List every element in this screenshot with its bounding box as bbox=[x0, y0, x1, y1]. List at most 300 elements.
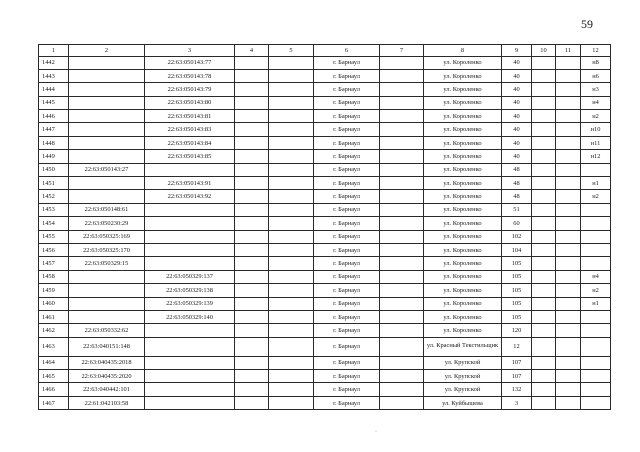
table-cell-col-6: г. Барнаул bbox=[314, 56, 380, 69]
table-cell-col-7 bbox=[380, 150, 424, 163]
table-cell-col-8: ул. Короленко bbox=[424, 110, 502, 123]
table-cell-col-2 bbox=[69, 190, 145, 203]
table-cell-col-3 bbox=[145, 383, 235, 396]
table-cell-col-5 bbox=[269, 56, 314, 69]
table-cell-col-5 bbox=[269, 96, 314, 109]
table-cell-col-7 bbox=[380, 356, 424, 369]
table-cell-col-12 bbox=[581, 203, 611, 216]
column-header: 10 bbox=[532, 45, 556, 57]
table-cell-col-5 bbox=[269, 136, 314, 149]
table-cell-col-12: н1 bbox=[581, 177, 611, 190]
table-cell-col-11 bbox=[556, 310, 581, 323]
table-cell-col-6: г. Барнаул bbox=[314, 69, 380, 82]
table-cell-col-10 bbox=[532, 370, 556, 383]
table-cell-col-2 bbox=[69, 284, 145, 297]
table-cell-col-2 bbox=[69, 177, 145, 190]
table-cell-col-2: 22:63:040151:148 bbox=[69, 337, 145, 356]
table-cell-col-1: 1443 bbox=[39, 69, 69, 82]
table-cell-col-10 bbox=[532, 110, 556, 123]
table-row bbox=[39, 243, 611, 256]
table-cell-col-4 bbox=[235, 217, 269, 230]
table-cell-col-5 bbox=[269, 243, 314, 256]
table-cell-col-10 bbox=[532, 297, 556, 310]
table-cell-col-2: 22:63:050230:29 bbox=[69, 217, 145, 230]
table-cell-col-9: 40 bbox=[502, 56, 532, 69]
table-cell-col-12 bbox=[581, 337, 611, 356]
table-cell-col-12: н3 bbox=[581, 83, 611, 96]
table-header bbox=[39, 45, 611, 57]
table-cell-col-10 bbox=[532, 69, 556, 82]
column-header: 9 bbox=[502, 45, 532, 57]
table-row bbox=[39, 96, 611, 109]
table-cell-col-11 bbox=[556, 190, 581, 203]
table-cell-col-9: 107 bbox=[502, 356, 532, 369]
table-cell-col-3: 22:63:050143:81 bbox=[145, 110, 235, 123]
table-cell-col-3: 22:63:050143:92 bbox=[145, 190, 235, 203]
table-cell-col-12: н10 bbox=[581, 123, 611, 136]
table-cell-col-6: г. Барнаул bbox=[314, 257, 380, 270]
table-cell-col-9: 102 bbox=[502, 230, 532, 243]
table-cell-col-4 bbox=[235, 270, 269, 283]
table-row bbox=[39, 356, 611, 369]
table-cell-col-6: г. Барнаул bbox=[314, 217, 380, 230]
table-cell-col-3 bbox=[145, 217, 235, 230]
table-cell-col-10 bbox=[532, 383, 556, 396]
table-cell-col-12: н2 bbox=[581, 284, 611, 297]
table-cell-col-3 bbox=[145, 337, 235, 356]
table-cell-col-8: ул. Куйбышева bbox=[424, 396, 502, 409]
column-header: 8 bbox=[424, 45, 502, 57]
table-cell-col-6: г. Барнаул bbox=[314, 190, 380, 203]
table-cell-col-2: 22:61:042103:58 bbox=[69, 396, 145, 409]
table-row bbox=[39, 310, 611, 323]
table-cell-col-8: ул. Короленко bbox=[424, 83, 502, 96]
table-cell-col-2: 22:63:050329:15 bbox=[69, 257, 145, 270]
table-cell-col-3 bbox=[145, 230, 235, 243]
table-cell-col-8: ул. Короленко bbox=[424, 150, 502, 163]
table-cell-col-6: г. Барнаул bbox=[314, 150, 380, 163]
table-cell-col-6: г. Барнаул bbox=[314, 284, 380, 297]
table-cell-col-7 bbox=[380, 163, 424, 176]
table-cell-col-5 bbox=[269, 230, 314, 243]
table-cell-col-1: 1446 bbox=[39, 110, 69, 123]
table-cell-col-11 bbox=[556, 324, 581, 337]
table-cell-col-9: 40 bbox=[502, 123, 532, 136]
table-cell-col-11 bbox=[556, 217, 581, 230]
table-cell-col-5 bbox=[269, 177, 314, 190]
table-cell-col-4 bbox=[235, 110, 269, 123]
table-cell-col-7 bbox=[380, 243, 424, 256]
table-cell-col-8: ул. Короленко bbox=[424, 123, 502, 136]
table-cell-col-10 bbox=[532, 83, 556, 96]
table-cell-col-3 bbox=[145, 396, 235, 409]
table-cell-col-11 bbox=[556, 257, 581, 270]
table-cell-col-4 bbox=[235, 203, 269, 216]
table-cell-col-11 bbox=[556, 396, 581, 409]
table-cell-col-8: ул. Крупской bbox=[424, 383, 502, 396]
table-cell-col-9: 40 bbox=[502, 69, 532, 82]
table-cell-col-12 bbox=[581, 243, 611, 256]
table-cell-col-6: г. Барнаул bbox=[314, 123, 380, 136]
table-cell-col-10 bbox=[532, 310, 556, 323]
table-row bbox=[39, 324, 611, 337]
table-row bbox=[39, 396, 611, 409]
table-cell-col-10 bbox=[532, 56, 556, 69]
table-cell-col-6: г. Барнаул bbox=[314, 96, 380, 109]
table-row bbox=[39, 383, 611, 396]
table-cell-col-4 bbox=[235, 230, 269, 243]
table-cell-col-1: 1463 bbox=[39, 337, 69, 356]
table-cell-col-1: 1449 bbox=[39, 150, 69, 163]
table-cell-col-2: 22:63:050325:169 bbox=[69, 230, 145, 243]
table-cell-col-12: н2 bbox=[581, 110, 611, 123]
table-cell-col-11 bbox=[556, 123, 581, 136]
table-row bbox=[39, 123, 611, 136]
page-number: 59 bbox=[581, 17, 593, 31]
table-cell-col-1: 1448 bbox=[39, 136, 69, 149]
table-cell-col-10 bbox=[532, 96, 556, 109]
table-cell-col-11 bbox=[556, 150, 581, 163]
table-cell-col-9: 105 bbox=[502, 257, 532, 270]
table-cell-col-5 bbox=[269, 69, 314, 82]
table-cell-col-9: 40 bbox=[502, 136, 532, 149]
table-cell-col-6: г. Барнаул bbox=[314, 203, 380, 216]
table-cell-col-10 bbox=[532, 177, 556, 190]
table-cell-col-1: 1460 bbox=[39, 297, 69, 310]
register-table bbox=[38, 44, 611, 410]
table-cell-col-8: ул. Короленко bbox=[424, 163, 502, 176]
table-cell-col-9: 48 bbox=[502, 190, 532, 203]
table-cell-col-2: 22:63:050325:170 bbox=[69, 243, 145, 256]
table-cell-col-4 bbox=[235, 69, 269, 82]
column-header: 11 bbox=[556, 45, 581, 57]
table-cell-col-7 bbox=[380, 383, 424, 396]
table-cell-col-9: 107 bbox=[502, 370, 532, 383]
table-cell-col-5 bbox=[269, 310, 314, 323]
table-cell-col-4 bbox=[235, 310, 269, 323]
table-cell-col-1: 1454 bbox=[39, 217, 69, 230]
table-row bbox=[39, 177, 611, 190]
table-cell-col-11 bbox=[556, 297, 581, 310]
table-cell-col-12: н11 bbox=[581, 136, 611, 149]
table-cell-col-8: ул. Короленко bbox=[424, 177, 502, 190]
table-cell-col-11 bbox=[556, 177, 581, 190]
table-cell-col-3: 22:63:050329:140 bbox=[145, 310, 235, 323]
table-cell-col-10 bbox=[532, 203, 556, 216]
table-cell-col-5 bbox=[269, 270, 314, 283]
table-cell-col-4 bbox=[235, 177, 269, 190]
table-cell-col-12 bbox=[581, 257, 611, 270]
table-cell-col-9: 51 bbox=[502, 203, 532, 216]
table-cell-col-7 bbox=[380, 396, 424, 409]
table-cell-col-1: 1447 bbox=[39, 123, 69, 136]
table-cell-col-10 bbox=[532, 190, 556, 203]
table-cell-col-6: г. Барнаул bbox=[314, 383, 380, 396]
table-cell-col-1: 1466 bbox=[39, 383, 69, 396]
table-cell-col-11 bbox=[556, 83, 581, 96]
table-cell-col-2 bbox=[69, 270, 145, 283]
table-cell-col-4 bbox=[235, 370, 269, 383]
table-cell-col-9: 105 bbox=[502, 297, 532, 310]
table-cell-col-1: 1462 bbox=[39, 324, 69, 337]
table-cell-col-3: 22:63:050143:78 bbox=[145, 69, 235, 82]
table-cell-col-8: ул. Короленко bbox=[424, 324, 502, 337]
table-cell-col-1: 1461 bbox=[39, 310, 69, 323]
table-cell-col-2 bbox=[69, 83, 145, 96]
table-cell-col-9: 40 bbox=[502, 110, 532, 123]
table-cell-col-2 bbox=[69, 96, 145, 109]
table-cell-col-4 bbox=[235, 284, 269, 297]
column-header: 7 bbox=[380, 45, 424, 57]
table-cell-col-5 bbox=[269, 284, 314, 297]
table-cell-col-10 bbox=[532, 123, 556, 136]
table-cell-col-8: ул. Короленко bbox=[424, 270, 502, 283]
table-cell-col-6: г. Барнаул bbox=[314, 297, 380, 310]
table-cell-col-4 bbox=[235, 324, 269, 337]
column-header: 3 bbox=[145, 45, 235, 57]
table-cell-col-2 bbox=[69, 110, 145, 123]
table-cell-col-4 bbox=[235, 383, 269, 396]
table-cell-col-2 bbox=[69, 136, 145, 149]
table-cell-col-2 bbox=[69, 297, 145, 310]
table-cell-col-3: 22:63:050143:77 bbox=[145, 56, 235, 69]
table-cell-col-11 bbox=[556, 243, 581, 256]
table-cell-col-10 bbox=[532, 270, 556, 283]
table-cell-col-3: 22:63:050329:137 bbox=[145, 270, 235, 283]
table-cell-col-4 bbox=[235, 83, 269, 96]
table-cell-col-11 bbox=[556, 284, 581, 297]
scan-speck: · bbox=[375, 429, 377, 435]
table-cell-col-9: 12 bbox=[502, 337, 532, 356]
table-cell-col-12 bbox=[581, 383, 611, 396]
table-cell-col-2: 22:63:050148:61 bbox=[69, 203, 145, 216]
table-cell-col-1: 1459 bbox=[39, 284, 69, 297]
table-cell-col-1: 1451 bbox=[39, 177, 69, 190]
table-cell-col-8: ул. Красный Текстильщик bbox=[424, 337, 502, 356]
table-cell-col-3 bbox=[145, 370, 235, 383]
table-cell-col-2 bbox=[69, 310, 145, 323]
table-row bbox=[39, 337, 611, 356]
table-cell-col-7 bbox=[380, 177, 424, 190]
table-cell-col-12: н4 bbox=[581, 96, 611, 109]
table-cell-col-5 bbox=[269, 396, 314, 409]
table-cell-col-11 bbox=[556, 356, 581, 369]
table-cell-col-4 bbox=[235, 123, 269, 136]
table-cell-col-9: 105 bbox=[502, 284, 532, 297]
table-cell-col-1: 1442 bbox=[39, 56, 69, 69]
table-cell-col-3 bbox=[145, 324, 235, 337]
table-cell-col-12 bbox=[581, 217, 611, 230]
table-cell-col-10 bbox=[532, 257, 556, 270]
table-cell-col-7 bbox=[380, 284, 424, 297]
table-cell-col-5 bbox=[269, 123, 314, 136]
table-cell-col-6: г. Барнаул bbox=[314, 356, 380, 369]
table-cell-col-12: н8 bbox=[581, 56, 611, 69]
table-cell-col-7 bbox=[380, 270, 424, 283]
table-cell-col-10 bbox=[532, 150, 556, 163]
table-cell-col-12: н4 bbox=[581, 270, 611, 283]
table-cell-col-6: г. Барнаул bbox=[314, 324, 380, 337]
table-cell-col-1: 1452 bbox=[39, 190, 69, 203]
table-body bbox=[39, 56, 611, 410]
header-row bbox=[39, 45, 611, 57]
table-cell-col-8: ул. Короленко bbox=[424, 136, 502, 149]
table-cell-col-3 bbox=[145, 203, 235, 216]
table-cell-col-3 bbox=[145, 356, 235, 369]
table-cell-col-5 bbox=[269, 150, 314, 163]
table-cell-col-4 bbox=[235, 337, 269, 356]
table-cell-col-9: 48 bbox=[502, 163, 532, 176]
table-row bbox=[39, 284, 611, 297]
table-row bbox=[39, 69, 611, 82]
table-cell-col-7 bbox=[380, 136, 424, 149]
table-cell-col-1: 1445 bbox=[39, 96, 69, 109]
column-header: 4 bbox=[235, 45, 269, 57]
table-cell-col-2 bbox=[69, 56, 145, 69]
table-cell-col-8: ул. Короленко bbox=[424, 257, 502, 270]
column-header: 6 bbox=[314, 45, 380, 57]
table-cell-col-7 bbox=[380, 69, 424, 82]
table-cell-col-8: ул. Короленко bbox=[424, 230, 502, 243]
table-cell-col-1: 1456 bbox=[39, 243, 69, 256]
table-cell-col-2 bbox=[69, 69, 145, 82]
table-cell-col-11 bbox=[556, 230, 581, 243]
table-row bbox=[39, 163, 611, 176]
table-cell-col-4 bbox=[235, 396, 269, 409]
table-cell-col-4 bbox=[235, 56, 269, 69]
table-cell-col-10 bbox=[532, 163, 556, 176]
table-cell-col-6: г. Барнаул bbox=[314, 337, 380, 356]
table-cell-col-10 bbox=[532, 284, 556, 297]
table-row bbox=[39, 370, 611, 383]
table-row bbox=[39, 230, 611, 243]
table-cell-col-3 bbox=[145, 243, 235, 256]
table-cell-col-4 bbox=[235, 243, 269, 256]
table-cell-col-4 bbox=[235, 356, 269, 369]
table-cell-col-8: ул. Короленко bbox=[424, 56, 502, 69]
table-cell-col-1: 1444 bbox=[39, 83, 69, 96]
table-cell-col-5 bbox=[269, 337, 314, 356]
table-cell-col-4 bbox=[235, 150, 269, 163]
table-cell-col-4 bbox=[235, 297, 269, 310]
table-cell-col-7 bbox=[380, 83, 424, 96]
table-cell-col-2: 22:63:040435:2018 bbox=[69, 356, 145, 369]
table-cell-col-7 bbox=[380, 203, 424, 216]
table-cell-col-3: 22:63:050329:138 bbox=[145, 284, 235, 297]
table-cell-col-2: 22:63:050332:62 bbox=[69, 324, 145, 337]
table-cell-col-10 bbox=[532, 230, 556, 243]
table-cell-col-11 bbox=[556, 136, 581, 149]
table-cell-col-3: 22:63:050143:85 bbox=[145, 150, 235, 163]
table-cell-col-11 bbox=[556, 96, 581, 109]
table-cell-col-7 bbox=[380, 217, 424, 230]
table-cell-col-9: 132 bbox=[502, 383, 532, 396]
table-cell-col-3: 22:63:050143:80 bbox=[145, 96, 235, 109]
table-cell-col-4 bbox=[235, 96, 269, 109]
table-cell-col-6: г. Барнаул bbox=[314, 243, 380, 256]
table-cell-col-8: ул. Короленко bbox=[424, 284, 502, 297]
table-cell-col-7 bbox=[380, 190, 424, 203]
table-cell-col-7 bbox=[380, 337, 424, 356]
table-cell-col-9: 40 bbox=[502, 150, 532, 163]
table-cell-col-3: 22:63:050143:91 bbox=[145, 177, 235, 190]
table-cell-col-12 bbox=[581, 230, 611, 243]
table-cell-col-8: ул. Короленко bbox=[424, 190, 502, 203]
table-cell-col-12: н12 bbox=[581, 150, 611, 163]
table-cell-col-3: 22:63:050143:83 bbox=[145, 123, 235, 136]
table-cell-col-5 bbox=[269, 203, 314, 216]
table-cell-col-3 bbox=[145, 163, 235, 176]
table-cell-col-10 bbox=[532, 356, 556, 369]
table-cell-col-5 bbox=[269, 83, 314, 96]
table-cell-col-9: 104 bbox=[502, 243, 532, 256]
table-cell-col-1: 1458 bbox=[39, 270, 69, 283]
table-cell-col-5 bbox=[269, 356, 314, 369]
table-cell-col-3: 22:63:050143:84 bbox=[145, 136, 235, 149]
table-cell-col-12 bbox=[581, 163, 611, 176]
table-cell-col-11 bbox=[556, 270, 581, 283]
table-cell-col-8: ул. Короленко bbox=[424, 69, 502, 82]
table-cell-col-5 bbox=[269, 370, 314, 383]
table-cell-col-8: ул. Короленко bbox=[424, 96, 502, 109]
table-cell-col-9: 48 bbox=[502, 177, 532, 190]
table-cell-col-9: 105 bbox=[502, 270, 532, 283]
table-cell-col-10 bbox=[532, 337, 556, 356]
table-cell-col-9: 3 bbox=[502, 396, 532, 409]
table-cell-col-2: 22:63:040442:101 bbox=[69, 383, 145, 396]
table-cell-col-7 bbox=[380, 370, 424, 383]
table-cell-col-4 bbox=[235, 136, 269, 149]
table-cell-col-1: 1464 bbox=[39, 356, 69, 369]
table-cell-col-11 bbox=[556, 337, 581, 356]
table-cell-col-1: 1455 bbox=[39, 230, 69, 243]
table-cell-col-3: 22:63:050143:79 bbox=[145, 83, 235, 96]
table-cell-col-4 bbox=[235, 257, 269, 270]
table-cell-col-5 bbox=[269, 110, 314, 123]
table-row bbox=[39, 83, 611, 96]
table-cell-col-9: 105 bbox=[502, 310, 532, 323]
table-cell-col-11 bbox=[556, 383, 581, 396]
table-cell-col-4 bbox=[235, 163, 269, 176]
table-cell-col-9: 60 bbox=[502, 217, 532, 230]
table-cell-col-3: 22:63:050329:139 bbox=[145, 297, 235, 310]
table-cell-col-12: н2 bbox=[581, 190, 611, 203]
table-cell-col-8: ул. Короленко bbox=[424, 297, 502, 310]
table-cell-col-5 bbox=[269, 383, 314, 396]
table-cell-col-6: г. Барнаул bbox=[314, 270, 380, 283]
table-row bbox=[39, 270, 611, 283]
table-cell-col-1: 1453 bbox=[39, 203, 69, 216]
table-cell-col-6: г. Барнаул bbox=[314, 110, 380, 123]
table-cell-col-1: 1450 bbox=[39, 163, 69, 176]
table-cell-col-8: ул. Короленко bbox=[424, 217, 502, 230]
table-cell-col-12: н6 bbox=[581, 69, 611, 82]
table-cell-col-4 bbox=[235, 190, 269, 203]
table-cell-col-11 bbox=[556, 163, 581, 176]
table-cell-col-7 bbox=[380, 310, 424, 323]
table-cell-col-12 bbox=[581, 324, 611, 337]
table-cell-col-11 bbox=[556, 56, 581, 69]
column-header: 5 bbox=[269, 45, 314, 57]
table-cell-col-6: г. Барнаул bbox=[314, 136, 380, 149]
table-cell-col-7 bbox=[380, 257, 424, 270]
table-cell-col-8: ул. Короленко bbox=[424, 203, 502, 216]
table-cell-col-12 bbox=[581, 370, 611, 383]
table-cell-col-3 bbox=[145, 257, 235, 270]
table-cell-col-2 bbox=[69, 150, 145, 163]
table-cell-col-12: н1 bbox=[581, 297, 611, 310]
table-cell-col-5 bbox=[269, 163, 314, 176]
